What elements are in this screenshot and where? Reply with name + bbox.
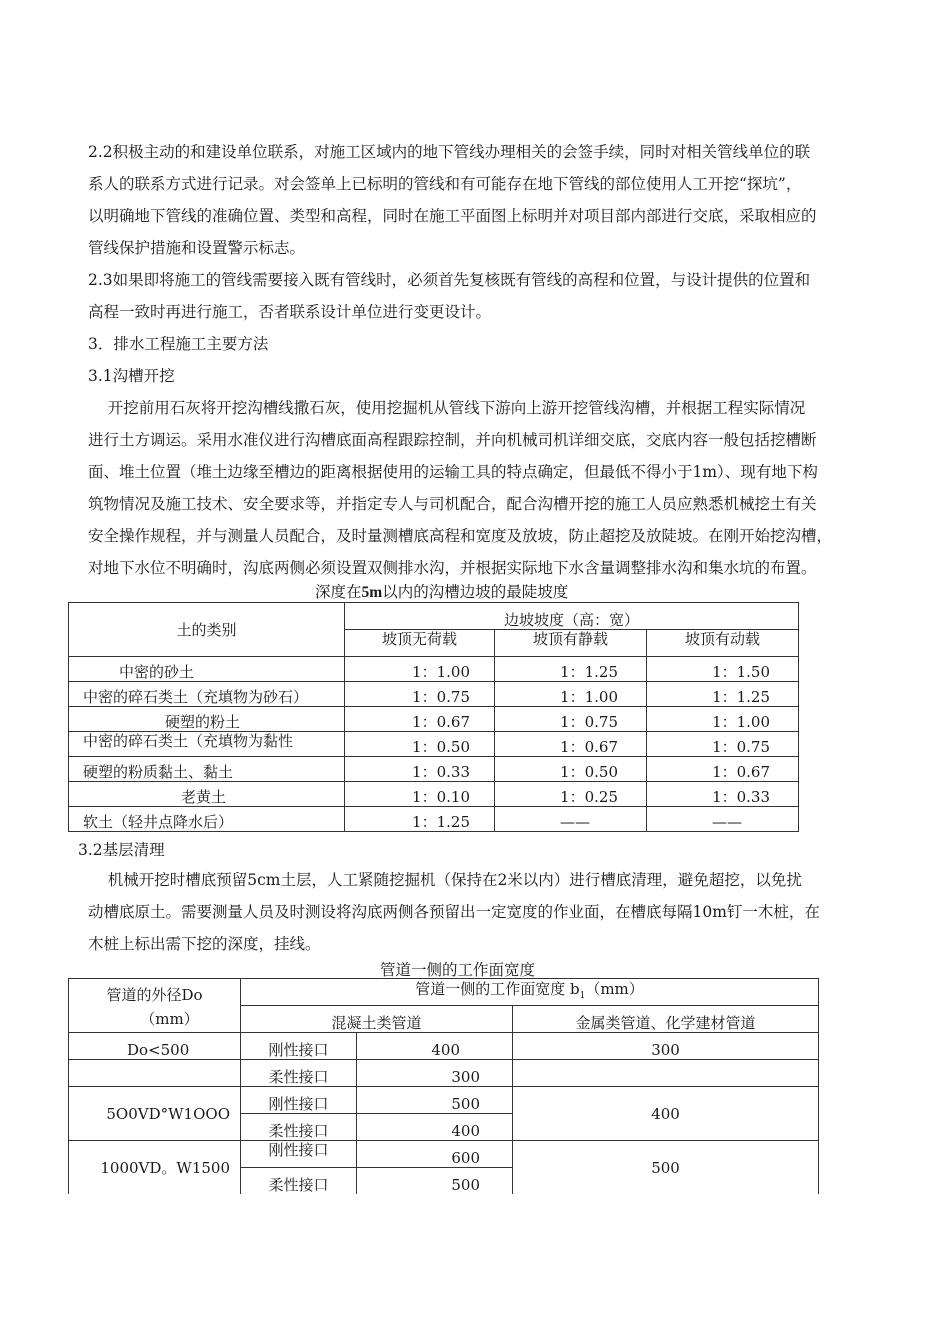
soil-cell: 中密的碎石类土（充填物为砂石） bbox=[69, 682, 345, 707]
slope-cell: 1：1.25 bbox=[345, 807, 495, 832]
header-diameter bbox=[69, 979, 241, 1033]
slope-cell: 1：1.00 bbox=[345, 657, 495, 682]
diameter-cell-empty bbox=[69, 1060, 241, 1087]
joint-type-cell: 柔性接口 bbox=[241, 1114, 357, 1141]
joint-type-cell: 刚性接口 bbox=[241, 1087, 357, 1114]
table-row bbox=[69, 682, 799, 707]
subsection-heading: 3.1沟槽开挖 bbox=[88, 367, 175, 385]
slope-cell: —— bbox=[647, 807, 799, 832]
slope-cell: 1：0.67 bbox=[345, 707, 495, 732]
paragraph-line: 进行土方调运。采用水准仪进行沟槽底面高程跟踪控制，并向机械司机详细交底，交底内容一般包括挖槽断 bbox=[88, 431, 817, 449]
caption-bold-text: 5m bbox=[361, 584, 383, 601]
table-row bbox=[69, 1033, 819, 1060]
metal-width-cell: 400 bbox=[513, 1087, 819, 1141]
header-static-load: 坡顶有静载 bbox=[495, 630, 647, 657]
caption-text: 以内的沟槽边坡的最陡坡度 bbox=[382, 583, 569, 601]
section-heading: 3．排水工程施工主要方法 bbox=[88, 335, 269, 353]
diameter-cell: 1000VD。W1500 bbox=[69, 1141, 241, 1195]
header-width-subscript: 1 bbox=[579, 991, 586, 1001]
slope-cell: 1：0.67 bbox=[495, 732, 647, 757]
subsection-heading: 3.2基层清理 bbox=[78, 841, 165, 859]
paragraph-line: 面、堆土位置（堆土边缘至槽边的距离根据使用的运输工具的特点确定，但最低不得小于1m）、现有地下构 bbox=[88, 463, 818, 481]
diameter-cell: 5O0VD°W1OOO bbox=[69, 1087, 241, 1141]
work-width-table bbox=[68, 978, 819, 1194]
width-cell: 300 bbox=[357, 1060, 513, 1087]
paragraph-line: 高程一致时再进行施工，否者联系设计单位进行变更设计。 bbox=[88, 303, 492, 321]
table-row bbox=[69, 757, 799, 782]
table-row bbox=[69, 1141, 819, 1168]
slope-cell: 1：1.50 bbox=[647, 657, 799, 682]
slope-cell: 1：0.75 bbox=[495, 707, 647, 732]
slope-cell: 1：1.00 bbox=[647, 707, 799, 732]
header-diameter-label: 管道的外径Do bbox=[106, 986, 203, 1004]
diameter-cell: Do<500 bbox=[69, 1033, 241, 1060]
joint-type-cell: 柔性接口 bbox=[241, 1060, 357, 1087]
slope-cell: 1：0.75 bbox=[345, 682, 495, 707]
width-cell: 600 bbox=[357, 1141, 513, 1168]
header-width-label: 管道一侧的工作面宽度 b bbox=[415, 980, 580, 998]
table-row bbox=[69, 782, 799, 807]
slope-cell: 1：1.00 bbox=[495, 682, 647, 707]
width-cell: 400 bbox=[357, 1114, 513, 1141]
width-cell: 500 bbox=[357, 1087, 513, 1114]
paragraph-line: 2.3如果即将施工的管线需要接入既有管线时，必须首先复核既有管线的高程和位置，与设计提供的位置和 bbox=[88, 271, 811, 289]
slope-cell: 1：0.50 bbox=[345, 732, 495, 757]
metal-width-cell-empty bbox=[513, 1060, 819, 1087]
slope-cell: 1：0.67 bbox=[647, 757, 799, 782]
paragraph-line: 安全操作规程，并与测量人员配合，及时量测槽底高程和宽度及放坡，防止超挖及放陡坡。在刚开始挖沟槽， bbox=[88, 527, 833, 545]
joint-type-cell: 刚性接口 bbox=[241, 1141, 357, 1168]
slope-table bbox=[68, 602, 799, 832]
caption-text: 深度在 bbox=[315, 583, 362, 601]
slope-cell: 1：1.25 bbox=[495, 657, 647, 682]
table-row bbox=[69, 707, 799, 732]
slope-cell: 1：0.10 bbox=[345, 782, 495, 807]
slope-cell: 1：0.33 bbox=[345, 757, 495, 782]
paragraph-line: 管线保护措施和设置警示标志。 bbox=[88, 239, 306, 257]
header-width-unit: （mm） bbox=[585, 980, 644, 998]
header-diameter-unit: （mm） bbox=[140, 1010, 199, 1028]
header-dynamic-load: 坡顶有动载 bbox=[647, 630, 799, 657]
joint-type-cell: 刚性接口 bbox=[241, 1033, 357, 1060]
table-row bbox=[69, 807, 799, 832]
table-row bbox=[69, 1060, 819, 1087]
paragraph-line: 机械开挖时槽底预留5cm土层，人工紧随挖掘机（保持在2米以内）进行槽底清理，避免超挖，以免扰 bbox=[88, 871, 802, 889]
soil-cell: 中密的砂土 bbox=[69, 657, 345, 682]
metal-width-cell: 500 bbox=[513, 1141, 819, 1195]
table1-caption bbox=[315, 582, 568, 603]
joint-type-cell: 柔性接口 bbox=[241, 1168, 357, 1195]
paragraph-line: 对地下水位不明确时，沟底两侧必须设置双侧排水沟，并根据实际地下水含量调整排水沟和集水坑的布置。 bbox=[88, 559, 817, 577]
slope-cell: 1：0.75 bbox=[647, 732, 799, 757]
width-cell: 400 bbox=[357, 1033, 513, 1060]
soil-cell: 软土（轻井点降水后） bbox=[69, 807, 345, 832]
paragraph-line: 开挖前用石灰将开挖沟槽线撒石灰，使用挖掘机从管线下游向上游开挖管线沟槽，并根据工程实际情况 bbox=[88, 399, 806, 417]
header-no-load: 坡顶无荷载 bbox=[345, 630, 495, 657]
soil-cell: 中密的碎石类土（充填物为黏性 bbox=[69, 732, 345, 757]
header-concrete: 混凝土类管道 bbox=[241, 1006, 513, 1033]
slope-cell: 1：0.50 bbox=[495, 757, 647, 782]
slope-cell: 1：1.25 bbox=[647, 682, 799, 707]
header-slope-group: 边坡坡度（高：宽） bbox=[345, 603, 799, 630]
metal-width-cell: 300 bbox=[513, 1033, 819, 1060]
table2-caption: 管道一侧的工作面宽度 bbox=[380, 961, 536, 979]
paragraph-line: 2.2积极主动的和建设单位联系，对施工区域内的地下管线办理相关的会签手续，同时对相关管线单位的联 bbox=[88, 143, 811, 161]
slope-cell: 1：0.25 bbox=[495, 782, 647, 807]
table-row bbox=[69, 657, 799, 682]
slope-cell: 1：0.33 bbox=[647, 782, 799, 807]
table-row bbox=[69, 1087, 819, 1114]
table-row bbox=[69, 732, 799, 757]
soil-cell: 老黄土 bbox=[69, 782, 345, 807]
soil-cell: 硬塑的粉质黏土、黏土 bbox=[69, 757, 345, 782]
paragraph-line: 动槽底原土。需要测量人员及时测设将沟底两侧各预留出一定宽度的作业面，在槽底每隔10m钉一木桩，在 bbox=[88, 903, 820, 921]
header-soil-type: 土的类别 bbox=[69, 603, 345, 657]
slope-cell: —— bbox=[495, 807, 647, 832]
header-metal: 金属类管道、化学建材管道 bbox=[513, 1006, 819, 1033]
paragraph-line: 系人的联系方式进行记录。对会签单上已标明的管线和有可能存在地下管线的部位使用人工开挖“探坑”， bbox=[88, 175, 802, 193]
paragraph-line: 木桩上标出需下挖的深度，挂线。 bbox=[88, 935, 321, 953]
header-width-group bbox=[241, 979, 819, 1006]
paragraph-line: 筑物情况及施工技术、安全要求等，并指定专人与司机配合，配合沟槽开挖的施工人员应熟悉机械挖土有关 bbox=[88, 495, 817, 513]
paragraph-line: 以明确地下管线的准确位置、类型和高程，同时在施工平面图上标明并对项目部内部进行交底，采取相应的 bbox=[88, 207, 817, 225]
width-cell: 500 bbox=[357, 1168, 513, 1195]
soil-cell: 硬塑的粉土 bbox=[69, 707, 345, 732]
